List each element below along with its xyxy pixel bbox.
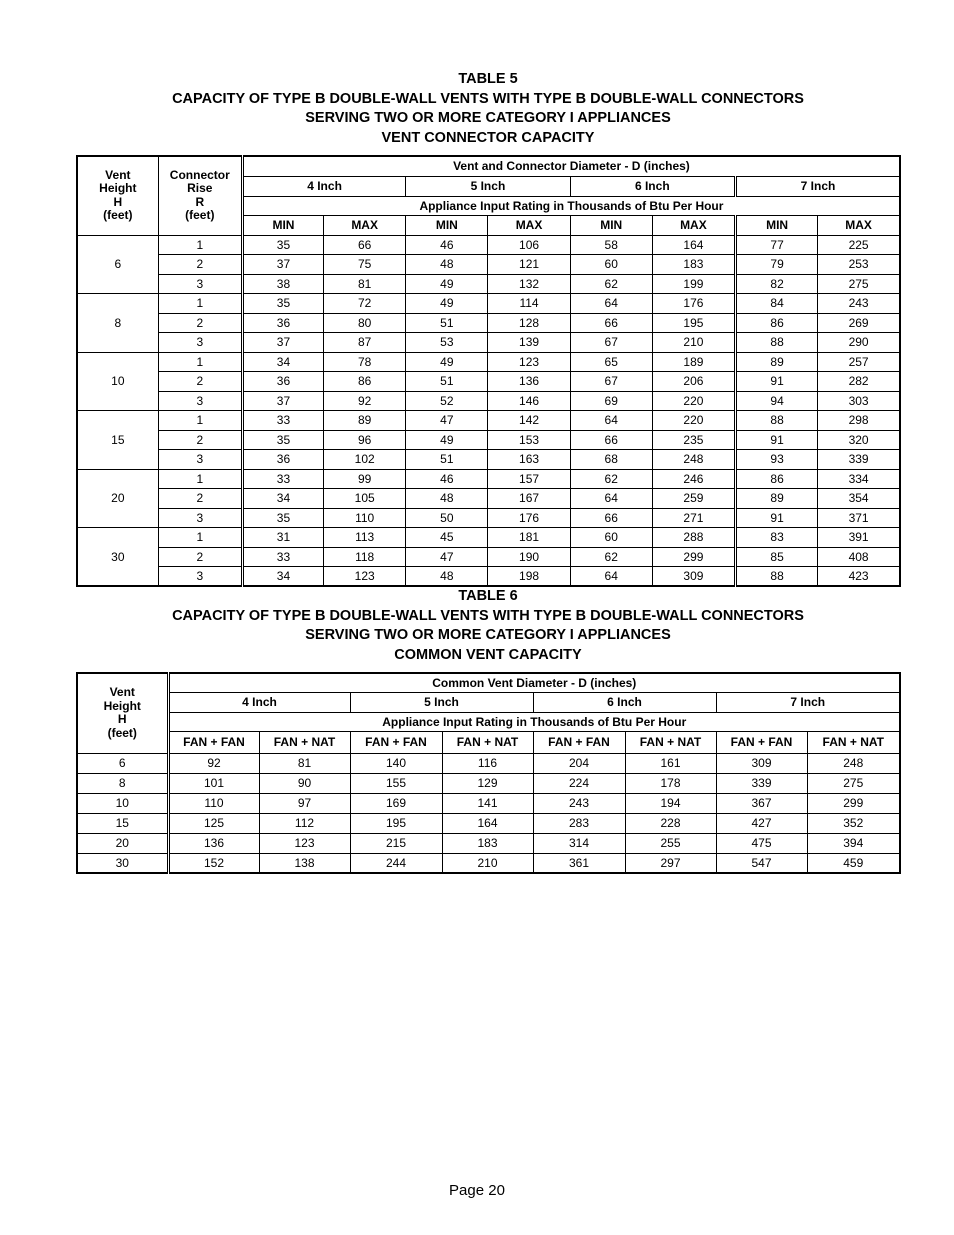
connector-rise-cell: 2	[158, 313, 242, 333]
fan-fan-value-cell: 92	[168, 753, 259, 773]
max-value-cell: 282	[818, 372, 900, 392]
fan-nat-value-cell: 394	[807, 833, 900, 853]
max-value-cell: 110	[324, 508, 406, 528]
max-value-cell: 121	[488, 255, 570, 275]
max-value-cell: 181	[488, 528, 570, 548]
min-value-cell: 50	[406, 508, 488, 528]
vent-height-cell: 15	[77, 411, 158, 470]
min-value-cell: 86	[736, 469, 818, 489]
table-row	[77, 508, 900, 528]
fan-nat-value-cell: 275	[807, 773, 900, 793]
common-vent-capacity-table	[76, 672, 901, 874]
table-row	[77, 528, 900, 548]
max-value-cell: 190	[488, 547, 570, 567]
max-value-cell: 290	[818, 333, 900, 353]
fan-nat-value-cell: 161	[625, 753, 716, 773]
connector-rise-cell: 3	[158, 274, 242, 294]
connector-rise-cell: 2	[158, 430, 242, 450]
min-value-cell: 47	[406, 411, 488, 431]
vent-height-cell: 20	[77, 833, 168, 853]
min-value-cell: 94	[736, 391, 818, 411]
vent-height-cell: 30	[77, 853, 168, 873]
connector-rise-cell: 3	[158, 567, 242, 587]
fan-fan-value-cell: 224	[533, 773, 625, 793]
max-value-cell: 114	[488, 294, 570, 314]
min-value-cell: 34	[242, 489, 323, 509]
fan-fan-value-cell: 283	[533, 813, 625, 833]
min-value-cell: 34	[242, 567, 323, 587]
fan-fan-value-cell: 475	[716, 833, 807, 853]
fan-nat-value-cell: 112	[259, 813, 350, 833]
min-value-cell: 33	[242, 411, 323, 431]
fan-fan-value-cell: 314	[533, 833, 625, 853]
table5-title-line: SERVING TWO OR MORE CATEGORY I APPLIANCES	[305, 110, 671, 126]
max-header: MAX	[818, 215, 900, 235]
min-header: MIN	[570, 215, 652, 235]
min-value-cell: 49	[406, 294, 488, 314]
min-value-cell: 91	[736, 430, 818, 450]
max-value-cell: 320	[818, 430, 900, 450]
table-row	[77, 813, 900, 833]
fan-nat-header: FAN + NAT	[442, 731, 533, 753]
min-value-cell: 66	[570, 313, 652, 333]
table-row	[77, 411, 900, 431]
min-value-cell: 51	[406, 313, 488, 333]
max-value-cell: 96	[324, 430, 406, 450]
max-value-cell: 142	[488, 411, 570, 431]
max-value-cell: 257	[818, 352, 900, 372]
diameter-header: Vent and Connector Diameter - D (inches)	[242, 156, 900, 176]
min-value-cell: 35	[242, 430, 323, 450]
min-value-cell: 88	[736, 567, 818, 587]
table6-title-line: SERVING TWO OR MORE CATEGORY I APPLIANCES	[305, 627, 671, 643]
fan-nat-value-cell: 97	[259, 793, 350, 813]
min-header: MIN	[736, 215, 818, 235]
table6-title-line: CAPACITY OF TYPE B DOUBLE-WALL VENTS WITH TYPE B DOUBLE-WALL CONNECTORS	[172, 607, 804, 624]
max-header: MAX	[488, 215, 570, 235]
table5-title-line: VENT CONNECTOR CAPACITY	[381, 129, 595, 146]
table-row	[77, 547, 900, 567]
page-number: Page 20	[449, 1182, 505, 1199]
rating-header: Appliance Input Rating in Thousands of Btu Per Hour	[168, 712, 900, 731]
table-row	[77, 773, 900, 793]
min-value-cell: 89	[736, 489, 818, 509]
min-value-cell: 52	[406, 391, 488, 411]
fan-nat-value-cell: 183	[442, 833, 533, 853]
fan-nat-value-cell: 129	[442, 773, 533, 793]
table5-title-line: CAPACITY OF TYPE B DOUBLE-WALL VENTS WITH TYPE B DOUBLE-WALL CONNECTORS	[172, 90, 804, 107]
fan-nat-value-cell: 123	[259, 833, 350, 853]
min-value-cell: 33	[242, 547, 323, 567]
min-value-cell: 67	[570, 372, 652, 392]
fan-fan-value-cell: 110	[168, 793, 259, 813]
max-value-cell: 153	[488, 430, 570, 450]
table-row	[77, 489, 900, 509]
min-value-cell: 69	[570, 391, 652, 411]
table-row	[77, 793, 900, 813]
table-row	[77, 753, 900, 773]
fan-fan-value-cell: 339	[716, 773, 807, 793]
connector-rise-header: Connector Rise R (feet)	[158, 156, 242, 235]
max-value-cell: 78	[324, 352, 406, 372]
table-row	[77, 853, 900, 873]
fan-fan-header: FAN + FAN	[168, 731, 259, 753]
min-value-cell: 37	[242, 255, 323, 275]
table-row	[77, 469, 900, 489]
table6-title	[76, 587, 900, 665]
connector-rise-cell: 1	[158, 235, 242, 255]
vent-height-cell: 8	[77, 773, 168, 793]
table-row	[77, 372, 900, 392]
fan-nat-value-cell: 116	[442, 753, 533, 773]
min-value-cell: 36	[242, 450, 323, 470]
max-value-cell: 157	[488, 469, 570, 489]
fan-fan-header: FAN + FAN	[350, 731, 442, 753]
max-value-cell: 298	[818, 411, 900, 431]
min-value-cell: 79	[736, 255, 818, 275]
max-value-cell: 271	[652, 508, 735, 528]
table-row	[77, 567, 900, 587]
max-value-cell: 176	[652, 294, 735, 314]
fan-fan-value-cell: 152	[168, 853, 259, 873]
connector-rise-cell: 1	[158, 528, 242, 548]
min-value-cell: 45	[406, 528, 488, 548]
min-value-cell: 83	[736, 528, 818, 548]
size-5-inch: 5 Inch	[406, 176, 570, 196]
connector-rise-cell: 3	[158, 508, 242, 528]
fan-fan-value-cell: 367	[716, 793, 807, 813]
min-value-cell: 68	[570, 450, 652, 470]
table-row	[77, 430, 900, 450]
min-value-cell: 66	[570, 508, 652, 528]
max-value-cell: 220	[652, 411, 735, 431]
fan-fan-value-cell: 125	[168, 813, 259, 833]
max-value-cell: 80	[324, 313, 406, 333]
connector-rise-cell: 1	[158, 411, 242, 431]
table-row	[77, 833, 900, 853]
fan-fan-value-cell: 547	[716, 853, 807, 873]
min-value-cell: 67	[570, 333, 652, 353]
max-value-cell: 102	[324, 450, 406, 470]
connector-rise-cell: 2	[158, 547, 242, 567]
max-value-cell: 303	[818, 391, 900, 411]
table6-title-line: TABLE 6	[458, 588, 518, 604]
max-value-cell: 259	[652, 489, 735, 509]
diameter-header: Common Vent Diameter - D (inches)	[168, 673, 900, 692]
max-value-cell: 92	[324, 391, 406, 411]
min-value-cell: 33	[242, 469, 323, 489]
min-value-cell: 46	[406, 469, 488, 489]
max-value-cell: 195	[652, 313, 735, 333]
vent-height-cell: 8	[77, 294, 158, 353]
min-value-cell: 31	[242, 528, 323, 548]
min-value-cell: 35	[242, 294, 323, 314]
max-value-cell: 99	[324, 469, 406, 489]
min-value-cell: 38	[242, 274, 323, 294]
max-value-cell: 86	[324, 372, 406, 392]
min-value-cell: 88	[736, 411, 818, 431]
size-4-inch: 4 Inch	[168, 692, 350, 712]
min-value-cell: 91	[736, 372, 818, 392]
min-value-cell: 36	[242, 372, 323, 392]
connector-rise-cell: 2	[158, 372, 242, 392]
fan-fan-value-cell: 244	[350, 853, 442, 873]
min-value-cell: 62	[570, 274, 652, 294]
fan-fan-header: FAN + FAN	[716, 731, 807, 753]
connector-rise-cell: 3	[158, 391, 242, 411]
max-value-cell: 164	[652, 235, 735, 255]
max-value-cell: 253	[818, 255, 900, 275]
max-value-cell: 87	[324, 333, 406, 353]
table-row	[77, 391, 900, 411]
max-value-cell: 163	[488, 450, 570, 470]
size-6-inch: 6 Inch	[570, 176, 735, 196]
vent-height-cell: 20	[77, 469, 158, 528]
max-value-cell: 354	[818, 489, 900, 509]
min-header: MIN	[406, 215, 488, 235]
vent-height-cell: 6	[77, 235, 158, 294]
min-value-cell: 49	[406, 352, 488, 372]
min-value-cell: 62	[570, 547, 652, 567]
min-value-cell: 64	[570, 294, 652, 314]
table-row	[77, 274, 900, 294]
min-value-cell: 64	[570, 489, 652, 509]
max-value-cell: 183	[652, 255, 735, 275]
max-value-cell: 123	[324, 567, 406, 587]
fan-nat-value-cell: 164	[442, 813, 533, 833]
max-value-cell: 176	[488, 508, 570, 528]
max-value-cell: 225	[818, 235, 900, 255]
size-5-inch: 5 Inch	[350, 692, 533, 712]
min-value-cell: 60	[570, 528, 652, 548]
min-value-cell: 35	[242, 508, 323, 528]
min-value-cell: 77	[736, 235, 818, 255]
size-7-inch: 7 Inch	[736, 176, 901, 196]
max-value-cell: 118	[324, 547, 406, 567]
max-value-cell: 128	[488, 313, 570, 333]
min-value-cell: 47	[406, 547, 488, 567]
table5-title	[76, 70, 900, 148]
fan-fan-value-cell: 136	[168, 833, 259, 853]
fan-fan-value-cell: 204	[533, 753, 625, 773]
vent-height-cell: 30	[77, 528, 158, 587]
min-value-cell: 84	[736, 294, 818, 314]
max-value-cell: 334	[818, 469, 900, 489]
max-value-cell: 189	[652, 352, 735, 372]
connector-rise-cell: 1	[158, 352, 242, 372]
max-value-cell: 72	[324, 294, 406, 314]
max-value-cell: 81	[324, 274, 406, 294]
max-value-cell: 66	[324, 235, 406, 255]
max-value-cell: 136	[488, 372, 570, 392]
fan-nat-value-cell: 248	[807, 753, 900, 773]
min-value-cell: 91	[736, 508, 818, 528]
fan-fan-value-cell: 155	[350, 773, 442, 793]
table6-title-line: COMMON VENT CAPACITY	[394, 646, 582, 663]
min-value-cell: 93	[736, 450, 818, 470]
fan-nat-value-cell: 141	[442, 793, 533, 813]
fan-nat-header: FAN + NAT	[807, 731, 900, 753]
fan-nat-value-cell: 297	[625, 853, 716, 873]
max-value-cell: 132	[488, 274, 570, 294]
min-value-cell: 48	[406, 489, 488, 509]
fan-nat-value-cell: 81	[259, 753, 350, 773]
size-6-inch: 6 Inch	[533, 692, 716, 712]
min-value-cell: 64	[570, 567, 652, 587]
min-value-cell: 64	[570, 411, 652, 431]
min-value-cell: 51	[406, 372, 488, 392]
max-value-cell: 246	[652, 469, 735, 489]
fan-fan-value-cell: 427	[716, 813, 807, 833]
max-value-cell: 199	[652, 274, 735, 294]
fan-fan-header: FAN + FAN	[533, 731, 625, 753]
max-value-cell: 408	[818, 547, 900, 567]
min-value-cell: 48	[406, 255, 488, 275]
max-value-cell: 105	[324, 489, 406, 509]
connector-rise-cell: 3	[158, 333, 242, 353]
fan-fan-value-cell: 140	[350, 753, 442, 773]
table5-title-line: TABLE 5	[458, 71, 518, 87]
min-value-cell: 86	[736, 313, 818, 333]
max-value-cell: 339	[818, 450, 900, 470]
vent-height-cell: 15	[77, 813, 168, 833]
table-row	[77, 255, 900, 275]
max-value-cell: 288	[652, 528, 735, 548]
fan-fan-value-cell: 243	[533, 793, 625, 813]
min-value-cell: 49	[406, 274, 488, 294]
max-value-cell: 248	[652, 450, 735, 470]
max-value-cell: 206	[652, 372, 735, 392]
min-value-cell: 51	[406, 450, 488, 470]
max-value-cell: 146	[488, 391, 570, 411]
connector-rise-cell: 2	[158, 489, 242, 509]
fan-nat-header: FAN + NAT	[259, 731, 350, 753]
fan-fan-value-cell: 215	[350, 833, 442, 853]
min-header: MIN	[242, 215, 323, 235]
fan-nat-value-cell: 138	[259, 853, 350, 873]
min-value-cell: 65	[570, 352, 652, 372]
min-value-cell: 48	[406, 567, 488, 587]
size-7-inch: 7 Inch	[716, 692, 900, 712]
fan-fan-value-cell: 195	[350, 813, 442, 833]
min-value-cell: 36	[242, 313, 323, 333]
min-value-cell: 35	[242, 235, 323, 255]
max-value-cell: 269	[818, 313, 900, 333]
fan-nat-value-cell: 178	[625, 773, 716, 793]
fan-nat-header: FAN + NAT	[625, 731, 716, 753]
max-value-cell: 123	[488, 352, 570, 372]
min-value-cell: 82	[736, 274, 818, 294]
min-value-cell: 49	[406, 430, 488, 450]
max-value-cell: 210	[652, 333, 735, 353]
min-value-cell: 88	[736, 333, 818, 353]
table-row	[77, 294, 900, 314]
fan-fan-value-cell: 309	[716, 753, 807, 773]
vent-height-header: Vent Height H (feet)	[77, 673, 168, 753]
max-header: MAX	[324, 215, 406, 235]
min-value-cell: 37	[242, 391, 323, 411]
min-value-cell: 85	[736, 547, 818, 567]
table-row	[77, 313, 900, 333]
fan-nat-value-cell: 459	[807, 853, 900, 873]
max-value-cell: 391	[818, 528, 900, 548]
table-row	[77, 352, 900, 372]
min-value-cell: 58	[570, 235, 652, 255]
vent-height-cell: 10	[77, 793, 168, 813]
table-row	[77, 235, 900, 255]
max-header: MAX	[652, 215, 735, 235]
min-value-cell: 89	[736, 352, 818, 372]
max-value-cell: 423	[818, 567, 900, 587]
max-value-cell: 89	[324, 411, 406, 431]
vent-height-cell: 6	[77, 753, 168, 773]
connector-rise-cell: 3	[158, 450, 242, 470]
max-value-cell: 371	[818, 508, 900, 528]
max-value-cell: 275	[818, 274, 900, 294]
max-value-cell: 167	[488, 489, 570, 509]
min-value-cell: 34	[242, 352, 323, 372]
fan-nat-value-cell: 352	[807, 813, 900, 833]
fan-nat-value-cell: 228	[625, 813, 716, 833]
min-value-cell: 60	[570, 255, 652, 275]
fan-nat-value-cell: 210	[442, 853, 533, 873]
max-value-cell: 235	[652, 430, 735, 450]
fan-nat-value-cell: 194	[625, 793, 716, 813]
connector-rise-cell: 2	[158, 255, 242, 275]
max-value-cell: 309	[652, 567, 735, 587]
vent-height-cell: 10	[77, 352, 158, 411]
table-row	[77, 450, 900, 470]
max-value-cell: 113	[324, 528, 406, 548]
max-value-cell: 220	[652, 391, 735, 411]
max-value-cell: 299	[652, 547, 735, 567]
fan-fan-value-cell: 101	[168, 773, 259, 793]
min-value-cell: 53	[406, 333, 488, 353]
connector-rise-cell: 1	[158, 294, 242, 314]
vent-height-header: Vent Height H (feet)	[77, 156, 158, 235]
rating-header: Appliance Input Rating in Thousands of Btu Per Hour	[242, 196, 900, 215]
max-value-cell: 243	[818, 294, 900, 314]
min-value-cell: 46	[406, 235, 488, 255]
min-value-cell: 62	[570, 469, 652, 489]
size-4-inch: 4 Inch	[242, 176, 405, 196]
max-value-cell: 106	[488, 235, 570, 255]
vent-connector-capacity-table	[76, 155, 901, 587]
min-value-cell: 37	[242, 333, 323, 353]
fan-nat-value-cell: 255	[625, 833, 716, 853]
min-value-cell: 66	[570, 430, 652, 450]
fan-nat-value-cell: 299	[807, 793, 900, 813]
fan-nat-value-cell: 90	[259, 773, 350, 793]
fan-fan-value-cell: 169	[350, 793, 442, 813]
table-row	[77, 333, 900, 353]
connector-rise-cell: 1	[158, 469, 242, 489]
max-value-cell: 139	[488, 333, 570, 353]
max-value-cell: 75	[324, 255, 406, 275]
fan-fan-value-cell: 361	[533, 853, 625, 873]
max-value-cell: 198	[488, 567, 570, 587]
